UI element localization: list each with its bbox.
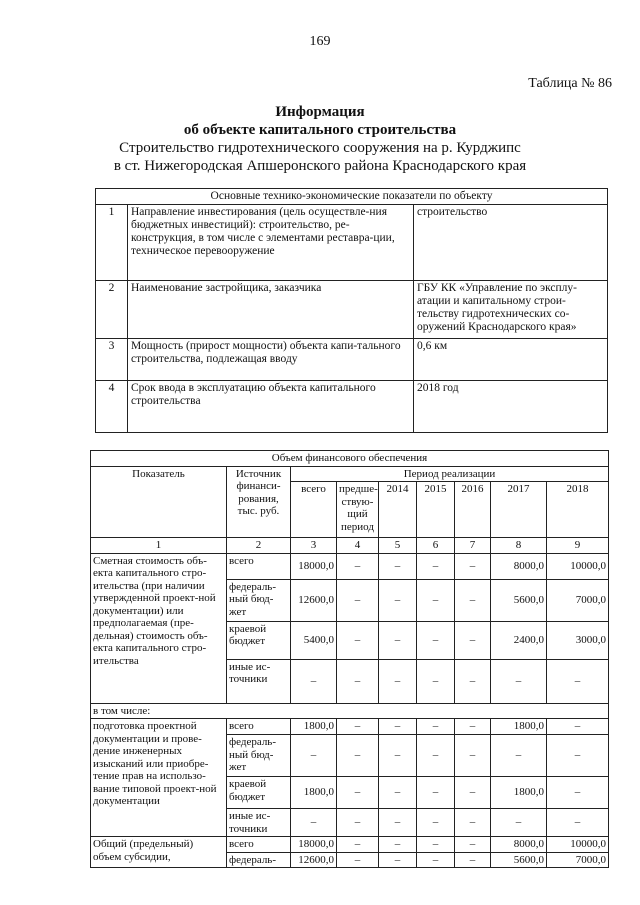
value-cell: – [455,553,491,579]
col-total-header: всего [291,482,337,538]
col-number: 5 [379,538,417,554]
value-cell: – [337,659,379,703]
col-prev-period-header: предше-ствую-щий период [337,482,379,538]
col-year-header: 2014 [379,482,417,538]
value-cell: – [417,852,455,868]
value-cell: – [455,579,491,621]
value-cell: 1800,0 [491,719,547,735]
value-cell: 3000,0 [547,621,609,659]
table-label: Таблица № 86 [528,76,612,91]
source-cell: всего [227,553,291,579]
value-cell: – [379,809,417,837]
value-cell: – [455,777,491,809]
source-cell: федераль-ный бюд-жет [227,579,291,621]
value-cell: – [379,777,417,809]
value-cell: 5400,0 [291,621,337,659]
value-cell: – [547,809,609,837]
value-cell: – [417,837,455,853]
col-number: 3 [291,538,337,554]
source-cell: федераль-ный бюд-жет [227,735,291,777]
value-cell: 12600,0 [291,852,337,868]
col-number: 7 [455,538,491,554]
col-number: 4 [337,538,379,554]
col-year-header: 2016 [455,482,491,538]
value-cell: 2400,0 [491,621,547,659]
value-cell: – [379,852,417,868]
value-cell: – [491,659,547,703]
value-cell: – [491,735,547,777]
value-cell: – [379,735,417,777]
value-cell: 5600,0 [491,579,547,621]
value-cell: – [337,809,379,837]
info-row-num: 3 [96,339,128,381]
value-cell: – [379,553,417,579]
value-cell: – [337,837,379,853]
col-number: 8 [491,538,547,554]
value-cell: 10000,0 [547,837,609,853]
info-row-num: 2 [96,281,128,339]
col-number: 6 [417,538,455,554]
info-row-num: 1 [96,205,128,281]
value-cell: – [455,809,491,837]
value-cell: – [547,777,609,809]
value-cell: – [337,852,379,868]
info-row-value: 2018 год [414,381,608,433]
source-cell: всего [227,837,291,853]
value-cell: – [379,621,417,659]
period-header: Период реализации [291,466,609,482]
value-cell: – [455,735,491,777]
value-cell: – [455,621,491,659]
value-cell: – [291,809,337,837]
value-cell: – [547,659,609,703]
value-cell: 8000,0 [491,553,547,579]
value-cell: – [337,579,379,621]
including-label: в том числе: [91,703,609,719]
source-cell: краевой бюджет [227,777,291,809]
value-cell: – [379,719,417,735]
info-row-label: Мощность (прирост мощности) объекта капи-тального строительства, подлежащая вводу [128,339,414,381]
value-cell: – [455,719,491,735]
value-cell: – [455,852,491,868]
col-number: 2 [227,538,291,554]
value-cell: – [417,809,455,837]
info-header: Основные технико-экономические показатели по объекту [96,189,608,205]
source-cell: всего [227,719,291,735]
value-cell: – [417,621,455,659]
value-cell: – [547,719,609,735]
value-cell: 18000,0 [291,837,337,853]
design-documentation-label: подготовка проектной документации и прове-дение инженерных изысканий или приобре-тение прав на использо-вание типовой проект-ной документации [91,719,227,837]
value-cell: – [291,659,337,703]
info-row-label: Направление инвестирования (цель осуществле-ния бюджетных инвестиций): строительство, ре-конструкция, в том числе с элементами реставра-ции, техническое перевооружение [128,205,414,281]
value-cell: – [337,735,379,777]
col-source-header: Источник финанси-рования, тыс. руб. [227,466,291,538]
col-year-header: 2015 [417,482,455,538]
value-cell: – [417,735,455,777]
estimated-cost-label: Сметная стоимость объ-екта капитального стро-ительства (при наличии утвержденной проект-ной документации) или предполагаемая (пре-дельная) стоимость объ-екта капитального стро-ительства [91,553,227,703]
value-cell: – [417,579,455,621]
subsidy-volume-label: Общий (предельный) объем субсидии, [91,837,227,868]
value-cell: – [337,777,379,809]
value-cell: 7000,0 [547,852,609,868]
value-cell: – [337,719,379,735]
financing-table [90,450,609,868]
object-name-line-2: в ст. Нижегородская Апшеронского района Краснодарского края [113,158,527,174]
value-cell: – [337,621,379,659]
col-number: 9 [547,538,609,554]
value-cell: – [417,719,455,735]
info-table [95,188,608,433]
info-row-value: строительство [414,205,608,281]
value-cell: – [547,735,609,777]
value-cell: – [379,659,417,703]
value-cell: 1800,0 [291,719,337,735]
value-cell: – [417,659,455,703]
col-year-header: 2017 [491,482,547,538]
value-cell: 7000,0 [547,579,609,621]
document-title: Информация [275,104,365,120]
source-cell: краевой бюджет [227,621,291,659]
value-cell: – [379,837,417,853]
value-cell: – [417,777,455,809]
value-cell: – [417,553,455,579]
source-cell: федераль- [227,852,291,868]
value-cell: – [455,659,491,703]
value-cell: 1800,0 [291,777,337,809]
value-cell: 8000,0 [491,837,547,853]
document-title-2: об объекте капитального строительства [183,122,457,138]
col-year-header: 2018 [547,482,609,538]
value-cell: – [379,579,417,621]
value-cell: 5600,0 [491,852,547,868]
col-number: 1 [91,538,227,554]
source-cell: иные ис-точники [227,659,291,703]
financing-header: Объем финансового обеспечения [91,451,609,467]
value-cell: – [337,553,379,579]
value-cell: – [491,809,547,837]
col-indicator-header: Показатель [91,466,227,538]
info-row-value: ГБУ КК «Управление по эксплу-атации и капитальному строи-тельству гидротехнических со-оружений Краснодарского края» [414,281,608,339]
value-cell: 10000,0 [547,553,609,579]
info-row-label: Наименование застройщика, заказчика [128,281,414,339]
info-row-label: Срок ввода в эксплуатацию объекта капитального строительства [128,381,414,433]
info-row-value: 0,6 км [414,339,608,381]
info-row-num: 4 [96,381,128,433]
object-name-line-1: Строительство гидротехнического сооружения на р. Курджипс [119,140,521,156]
value-cell: 12600,0 [291,579,337,621]
source-cell: иные ис-точники [227,809,291,837]
value-cell: 18000,0 [291,553,337,579]
value-cell: – [291,735,337,777]
value-cell: 1800,0 [491,777,547,809]
value-cell: – [455,837,491,853]
page-number: 169 [309,34,331,49]
